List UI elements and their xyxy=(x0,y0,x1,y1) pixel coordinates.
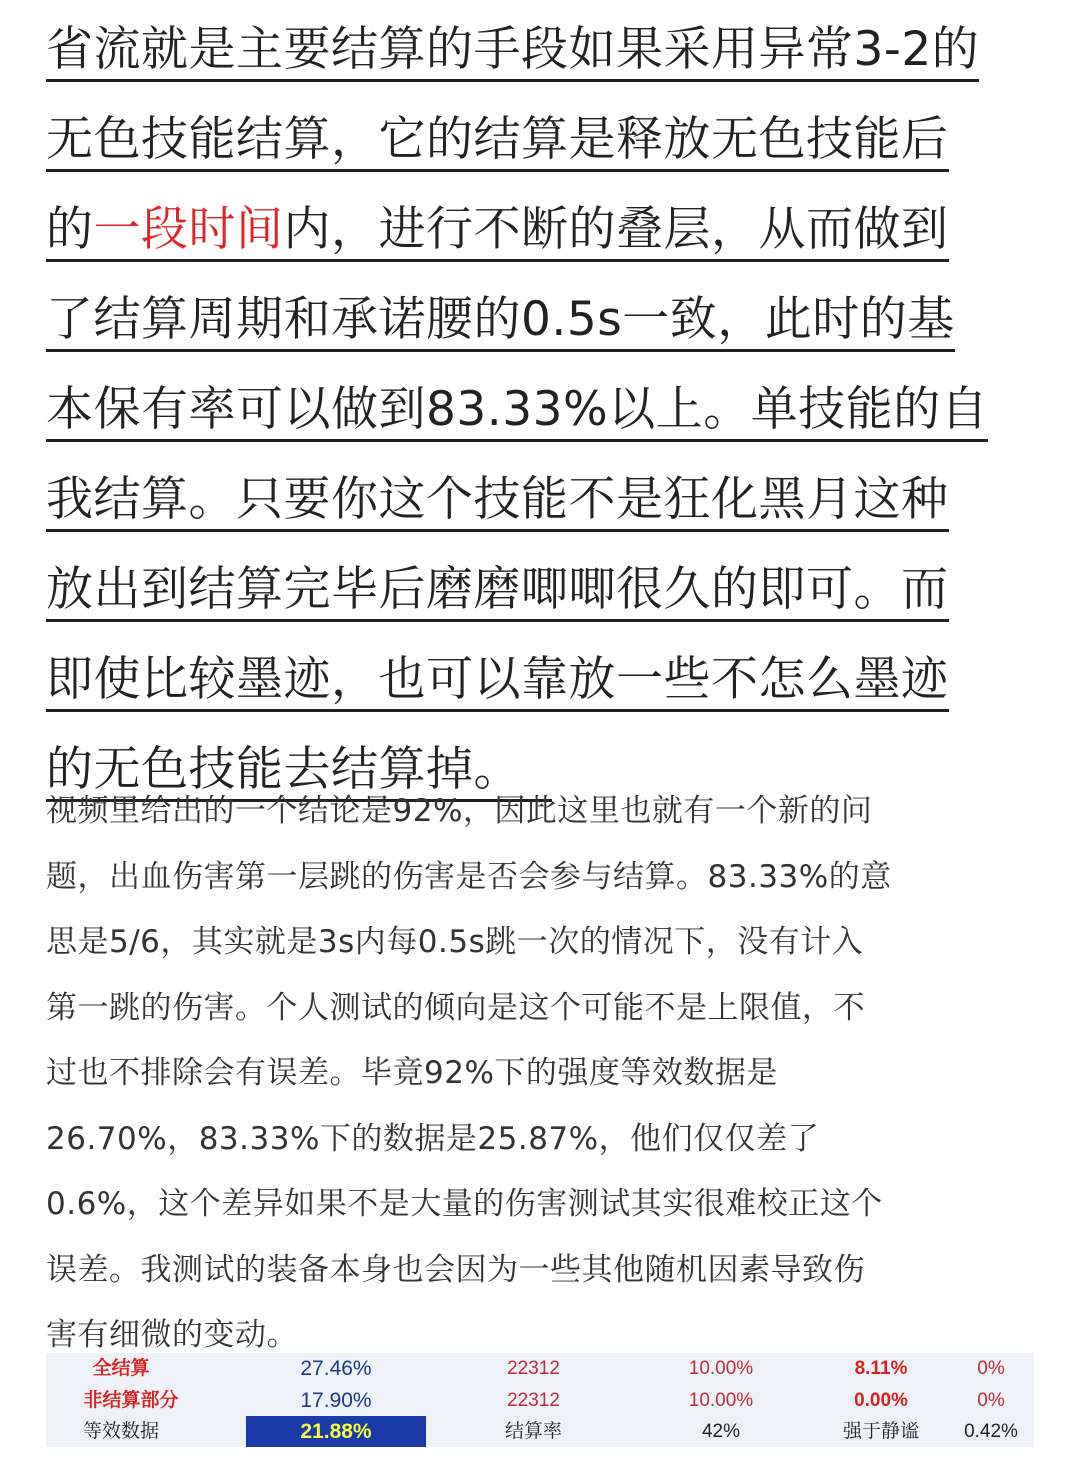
line-text: 即使比较墨迹，也可以靠放一些不怎么墨迹 xyxy=(46,652,949,712)
line-text: 无色技能结算，它的结算是释放无色技能后 xyxy=(46,112,949,172)
table-cell: 8.11% xyxy=(854,1358,908,1379)
table-cell: 27.46% xyxy=(300,1357,372,1380)
paragraph-line: 过也不排除会有误差。毕竟92%下的强度等效数据是 xyxy=(46,1055,778,1091)
table-cell: 结算率 xyxy=(504,1421,562,1442)
main-paragraph xyxy=(46,12,1046,822)
table-cell: 0.00% xyxy=(854,1390,908,1411)
paragraph-line: 题，出血伤害第一层跳的伤害是否会参与结算。83.33%的意 xyxy=(46,858,892,895)
paragraph-line: 误差。我测试的装备本身也会因为一些其他随机因素导致伤 xyxy=(46,1251,865,1288)
line-text: 省流就是主要结算的手段如果采用异常3-2的 xyxy=(46,22,979,82)
paragraph-line xyxy=(46,102,1046,192)
paragraph-line: 害有细微的变动。 xyxy=(46,1317,298,1353)
table-row xyxy=(46,1416,1034,1447)
table-cell: 10.00% xyxy=(688,1358,754,1379)
table-cell: 42% xyxy=(701,1421,741,1442)
paragraph-line xyxy=(46,12,1046,102)
line-text: 的一段时间内，进行不断的叠层，从而做到 xyxy=(46,202,949,262)
row-label: 非结算部分 xyxy=(83,1390,179,1411)
paragraph-line: 0.6%，这个差异如果不是大量的伤害测试其实很难校正这个 xyxy=(46,1186,883,1222)
paragraph-line xyxy=(46,552,1046,642)
table-cell: 22312 xyxy=(507,1358,560,1379)
highlighted-phrase: 一段时间 xyxy=(93,202,284,257)
secondary-paragraph xyxy=(46,784,1046,1374)
line-text: 放出到结算完毕后磨磨唧唧很久的即可。而 xyxy=(46,562,949,622)
row-label: 全结算 xyxy=(92,1358,150,1379)
table-cell: 17.90% xyxy=(300,1389,372,1412)
highlighted-cell: 21.88% xyxy=(246,1416,426,1447)
line-text: 的无色技能去结算掉。 xyxy=(46,742,552,802)
table-cell: 0% xyxy=(977,1358,1005,1379)
table-cell: 22312 xyxy=(507,1390,560,1411)
line-text: 本保有率可以做到83.33%以上。单技能的自 xyxy=(46,382,988,442)
row-label: 等效数据 xyxy=(82,1421,159,1442)
table-cell: 10.00% xyxy=(688,1390,754,1411)
paragraph-line xyxy=(46,282,1046,372)
paragraph-line xyxy=(46,192,1046,282)
table-cell: 0.42% xyxy=(964,1421,1018,1442)
line-text: 了结算周期和承诺腰的0.5s一致，此时的基 xyxy=(46,292,955,352)
table-row xyxy=(46,1385,1034,1416)
table-row xyxy=(46,1353,1034,1384)
paragraph-line xyxy=(46,372,1046,462)
damage-table xyxy=(46,1353,1034,1447)
paragraph-line xyxy=(46,462,1046,552)
line-text: 我结算。只要你这个技能不是狂化黑月这种 xyxy=(46,472,949,532)
table-cell: 0% xyxy=(977,1390,1005,1411)
paragraph-line: 26.70%，83.33%下的数据是25.87%，他们仅仅差了 xyxy=(46,1120,820,1157)
paragraph-line: 思是5/6，其实就是3s内每0.5s跳一次的情况下，没有计入 xyxy=(46,924,864,960)
table-cell: 强于静谧 xyxy=(842,1421,919,1442)
paragraph-line: 视频里给出的一个结论是92%，因此这里也就有一个新的问 xyxy=(46,793,873,829)
paragraph-line: 第一跳的伤害。个人测试的倾向是这个可能不是上限值，不 xyxy=(46,989,865,1026)
paragraph-line xyxy=(46,642,1046,732)
